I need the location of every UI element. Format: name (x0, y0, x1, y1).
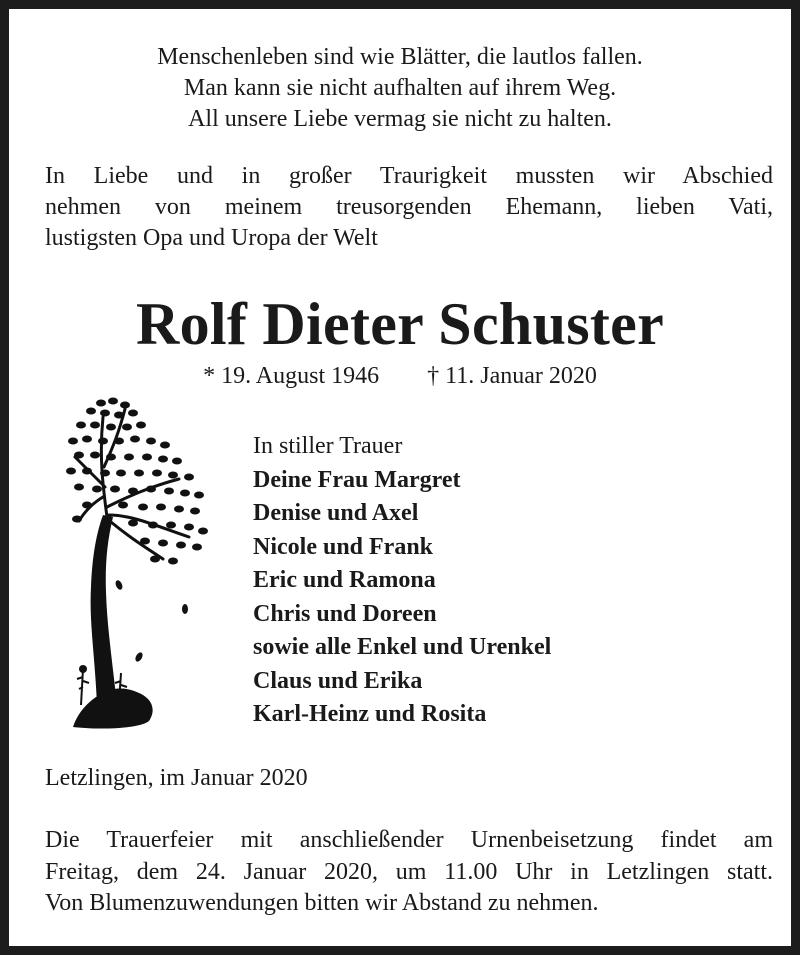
intro-line: In Liebe und in großer Traurigkeit mussten wir Abschied (45, 163, 773, 189)
mourner-name: Claus und Erika (253, 667, 423, 694)
closing-line: Die Trauerfeier mit anschließender Urnenbeisetzung findet am (45, 827, 773, 853)
tree-icon (59, 387, 209, 732)
mourner-name: Nicole und Frank (253, 533, 434, 560)
closing-text (45, 825, 773, 920)
closing-line: Von Blumenzuwendungen bitten wir Abstand zu nehmen. (45, 890, 599, 916)
birth-date: * 19. August 1946 (203, 363, 380, 389)
mourner-name: Eric und Ramona (253, 567, 436, 593)
intro-text (45, 161, 773, 254)
verse (9, 42, 791, 135)
mourners-list (253, 430, 551, 732)
deceased-name: Rolf Dieter Schuster (135, 291, 665, 357)
mourner-name: Deine Frau Margret (253, 466, 461, 493)
mourner-name: Chris und Doreen (253, 600, 437, 627)
mourner-name: sowie alle Enkel und Urenkel (253, 634, 552, 660)
verse-line: All unsere Liebe vermag sie nicht zu halten. (188, 106, 612, 132)
closing-line: Freitag, dem 24. Januar 2020, um 11.00 Uhr in Letzlingen statt. (45, 858, 773, 885)
death-date: † 11. Januar 2020 (427, 363, 597, 389)
intro-line: nehmen von meinem treusorgenden Ehemann, lieben Vati, (45, 194, 773, 220)
mourners-heading: In stiller Trauer (253, 433, 403, 459)
intro-line: lustigsten Opa und Uropa der Welt (45, 225, 378, 251)
verse-line: Menschenleben sind wie Blätter, die lautlos fallen. (157, 44, 643, 70)
verse-line: Man kann sie nicht aufhalten auf ihrem Weg. (183, 75, 617, 101)
mourner-name: Karl-Heinz und Rosita (253, 701, 487, 727)
place-date: Letzlingen, im Januar 2020 (45, 765, 308, 791)
mourner-name: Denise und Axel (253, 500, 419, 526)
